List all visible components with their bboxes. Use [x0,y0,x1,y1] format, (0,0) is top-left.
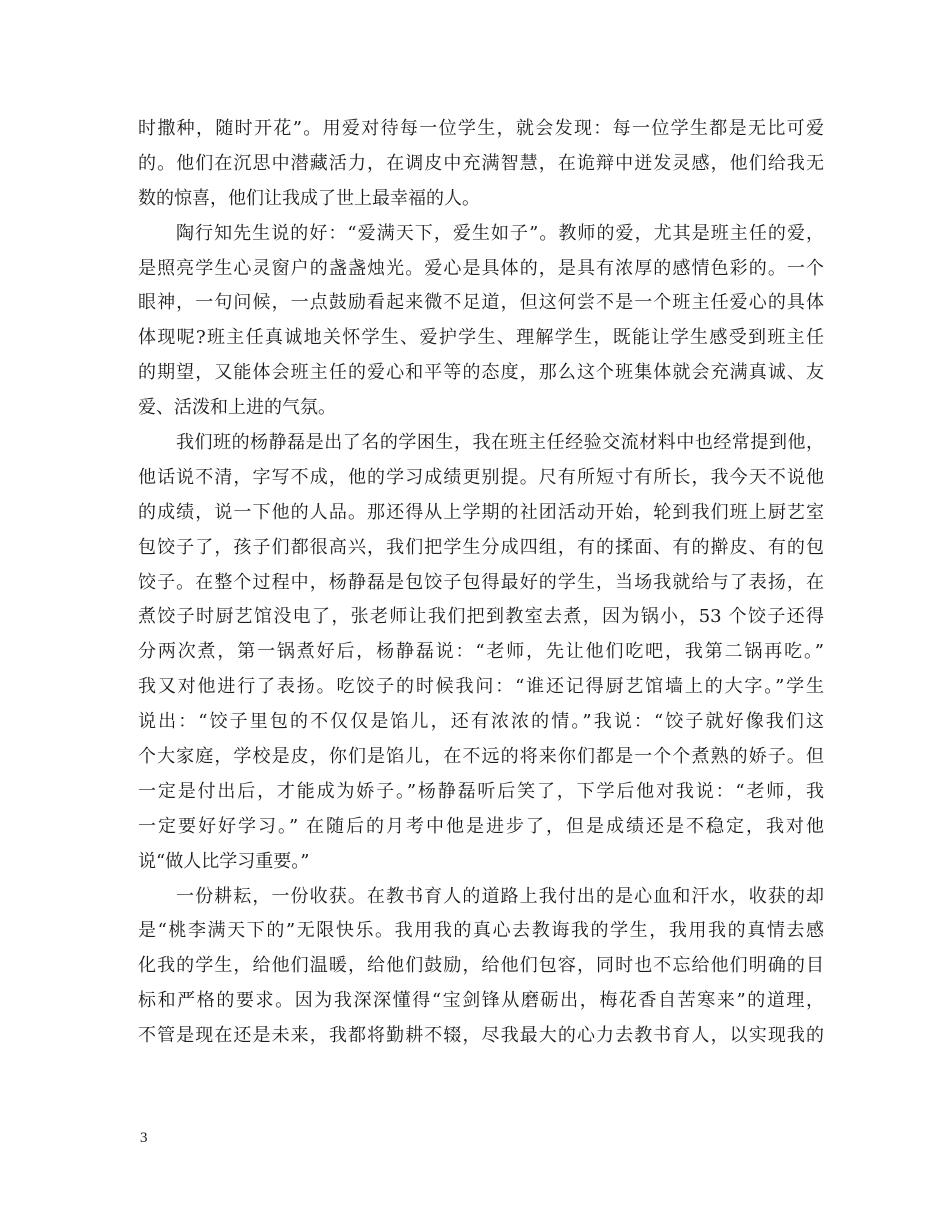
text-line: 的。他们在沉思中潜藏活力，在调皮中充满智慧，在诡辩中迸发灵感，他们给我无 [138,152,824,174]
text-line: 饺子。在整个过程中，杨静磊是包饺子包得最好的学生，当场我就给与了表扬，在 [138,571,824,593]
text-line: 的成绩，说一下他的人品。那还得从上学期的社团活动开始，轮到我们班上厨艺室 [138,501,824,523]
text-line: 包饺子了，孩子们都很高兴，我们把学生分成四组，有的揉面、有的擀皮、有的包 [138,536,824,558]
text-line: 分两次煮，第一锅煮好后，杨静磊说：“老师，先让他们吃吧，我第二锅再吃。” [138,641,824,663]
text-line: 一定是付出后，才能成为娇子。”杨静磊听后笑了，下学后他对我说：“老师，我 [138,780,824,802]
text-line: 说出：“饺子里包的不仅仅是馅儿，还有浓浓的情。”我说：“饺子就好像我们这 [138,711,824,733]
text-line: 化我的学生，给他们温暖，给他们鼓励，给他们包容，同时也不忘给他们明确的目 [138,955,824,977]
text-line: 他话说不清，字写不成，他的学习成绩更别提。尺有所短寸有所长，我今天不说他 [138,466,824,488]
paragraph-first-line: 我们班的杨静磊是出了名的学困生，我在班主任经验交流材料中也经常提到他， [176,432,824,454]
text-line: 的期望，又能体会班主任的爱心和平等的态度，那么这个班集体就会充满真诚、友 [138,362,824,384]
text-line: 体现呢?班主任真诚地关怀学生、爱护学生、理解学生，既能让学生感受到班主任 [138,327,824,349]
text-line: 标和严格的要求。因为我深深懂得“宝剑锋从磨砺出，梅花香自苦寒来”的道理， [138,990,824,1012]
text-line: 不管是现在还是未来，我都将勤耕不辍，尽我最大的心力去教书育人，以实现我的 [138,1025,824,1047]
text-line: 说“做人比学习重要。” [138,850,310,872]
text-line: 我又对他进行了表扬。吃饺子的时候我问：“谁还记得厨艺馆墙上的大字。”学生 [138,676,824,698]
text-line: 一定要好好学习。” 在随后的月考中他是进步了，但是成绩还是不稳定，我对他 [138,815,824,837]
text-line: 是照亮学生心灵窗户的盏盏烛光。爱心是具体的，是具有浓厚的感情色彩的。一个 [138,257,824,279]
page-number: 3 [140,1130,148,1146]
paragraph-first-line: 一份耕耘，一份收获。在教书育人的道路上我付出的是心血和汗水，收获的却 [176,885,824,907]
paragraph-first-line: 陶行知先生说的好：“爱满天下，爱生如子”。教师的爱，尤其是班主任的爱， [176,222,824,244]
text-line: 煮饺子时厨艺馆没电了，张老师让我们把到教室去煮，因为锅小，53 个饺子还得 [138,606,824,628]
document-body [138,112,824,1054]
text-line: 个大家庭，学校是皮，你们是馅儿，在不远的将来你们都是一个个煮熟的娇子。但 [138,746,824,768]
text-line: 爱、活泼和上进的气氛。 [138,397,336,419]
text-line: 时撒种，随时开花”。用爱对待每一位学生，就会发现：每一位学生都是无比可爱 [138,118,824,139]
text-line: 是“桃李满天下的”无限快乐。我用我的真心去教诲我的学生，我用我的真情去感 [138,920,824,942]
text-line: 眼神，一句问候，一点鼓励看起来微不足道，但这何尝不是一个班主任爱心的具体 [138,292,824,314]
text-line: 数的惊喜，他们让我成了世上最幸福的人。 [138,187,480,209]
